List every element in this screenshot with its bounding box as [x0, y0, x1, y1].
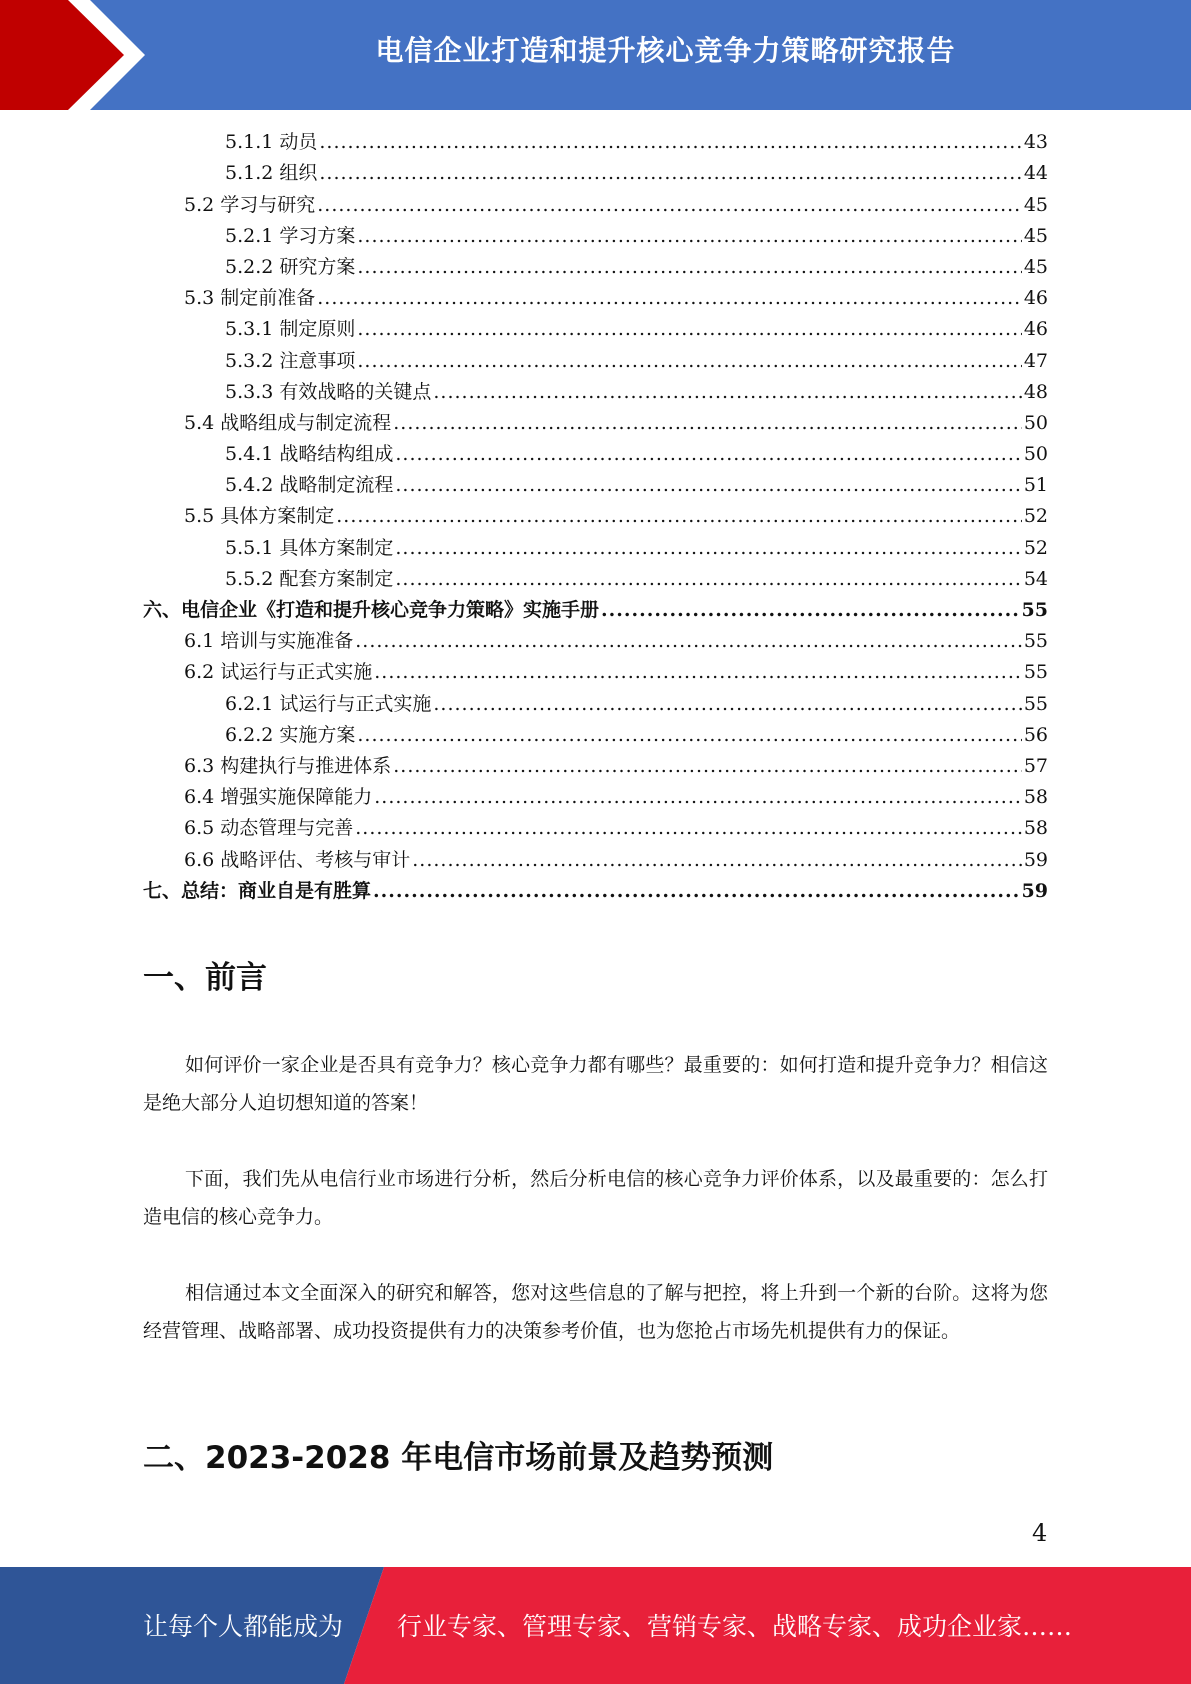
toc-leader-dots — [393, 408, 1022, 439]
paragraph: 如何评价一家企业是否具有竞争力？核心竞争力都有哪些？最重要的：如何打造和提升竞争力？相信这是绝大部分人迫切想知道的答案！ — [143, 1054, 1048, 1114]
toc-entry[interactable] — [143, 470, 1048, 501]
toc-leader-dots — [357, 221, 1021, 252]
toc-leader-dots — [319, 127, 1021, 158]
toc-leader-dots — [355, 626, 1022, 657]
toc-entry-label: 6.1 培训与实施准备 — [184, 630, 354, 653]
toc-leader-dots — [357, 720, 1021, 751]
toc-entry-page: 55 — [1023, 692, 1048, 715]
toc-leader-dots — [357, 252, 1021, 283]
toc-entry-label: 6.2 试运行与正式实施 — [184, 661, 373, 684]
toc-leader-dots — [355, 813, 1022, 844]
paragraph: 相信通过本文全面深入的研究和解答，您对这些信息的了解与把控，将上升到一个新的台阶。这将为您经营管理、战略部署、成功投资提供有力的决策参考价值，也为您抢占市场先机提供有力的保证。 — [143, 1282, 1048, 1342]
toc-leader-dots — [317, 283, 1022, 314]
toc-entry-label: 七、总结：商业自是有胜算 — [143, 879, 372, 902]
toc-entry-page: 46 — [1023, 287, 1048, 310]
toc-entry[interactable] — [143, 283, 1048, 314]
toc-entry-page: 55 — [1023, 630, 1048, 653]
toc-entry[interactable] — [143, 314, 1048, 345]
toc-entry-page: 58 — [1023, 786, 1048, 809]
toc-leader-dots — [357, 346, 1021, 377]
toc-entry-page: 55 — [1021, 599, 1048, 621]
toc-entry[interactable] — [143, 813, 1048, 844]
toc-leader-dots — [433, 377, 1021, 408]
toc-entry-page: 45 — [1023, 193, 1048, 216]
toc-entry-label: 6.2.1 试运行与正式实施 — [225, 692, 432, 715]
toc-leader-dots — [357, 314, 1021, 345]
toc-entry[interactable] — [143, 345, 1048, 376]
toc-entry[interactable] — [143, 501, 1048, 532]
toc-entry[interactable] — [143, 532, 1048, 563]
toc-entry-page: 52 — [1023, 505, 1048, 528]
toc-entry[interactable] — [143, 595, 1048, 626]
toc-entry-label: 5.4.1 战略结构组成 — [225, 443, 394, 466]
toc-leader-dots — [433, 689, 1021, 720]
toc-entry-label: 5.5.1 具体方案制定 — [225, 536, 394, 559]
toc-entry-label: 6.5 动态管理与完善 — [184, 817, 354, 840]
toc-entry-label: 5.3 制定前准备 — [184, 287, 316, 310]
toc-entry-label: 5.4.2 战略制定流程 — [225, 474, 394, 497]
toc-entry-label: 6.4 增强实施保障能力 — [184, 786, 373, 809]
toc-leader-dots — [601, 595, 1020, 626]
section-heading-market-forecast: 二、2023-2028 年电信市场前景及趋势预测 — [143, 1440, 774, 1476]
toc-entry-page: 44 — [1023, 162, 1048, 185]
toc-leader-dots — [395, 470, 1021, 501]
toc-leader-dots — [395, 533, 1021, 564]
toc-entry-label: 5.3.3 有效战略的关键点 — [225, 380, 432, 403]
toc-entry-label: 5.1.1 动员 — [225, 131, 318, 154]
toc-entry[interactable] — [143, 158, 1048, 189]
toc-entry-label: 5.1.2 组织 — [225, 162, 318, 185]
toc-entry-page: 50 — [1023, 443, 1048, 466]
toc-entry[interactable] — [143, 127, 1048, 158]
toc-entry[interactable] — [143, 439, 1048, 470]
toc-entry-label: 5.2.1 学习方案 — [225, 224, 356, 247]
toc-entry[interactable] — [143, 657, 1048, 688]
toc-entry-page: 54 — [1023, 567, 1048, 590]
page-number: 4 — [1032, 1519, 1048, 1547]
section-heading-preface: 一、前言 — [143, 960, 267, 996]
toc-entry-page: 45 — [1023, 224, 1048, 247]
toc-entry-label: 5.3.2 注意事项 — [225, 349, 356, 372]
toc-entry[interactable] — [143, 626, 1048, 657]
toc-entry-page: 59 — [1023, 848, 1048, 871]
page-header — [0, 0, 1191, 110]
footer-slogan-right: 行业专家、管理专家、营销专家、战略专家、成功企业家…… — [397, 1612, 1073, 1641]
paragraph: 下面，我们先从电信行业市场进行分析，然后分析电信的核心竞争力评价体系，以及最重要的：怎么打造电信的核心竞争力。 — [143, 1168, 1048, 1228]
toc-entry-label: 5.3.1 制定原则 — [225, 318, 356, 341]
toc-leader-dots — [373, 876, 1020, 907]
toc-entry-label: 5.5 具体方案制定 — [184, 505, 335, 528]
toc-entry-label: 6.2.2 实施方案 — [225, 723, 356, 746]
header-arrow-shape — [0, 0, 160, 110]
page-footer — [0, 1567, 1191, 1684]
toc-entry[interactable] — [143, 720, 1048, 751]
table-of-contents — [143, 127, 1048, 907]
document-title: 电信企业打造和提升核心竞争力策略研究报告 — [375, 34, 956, 67]
toc-leader-dots — [395, 439, 1021, 470]
toc-entry[interactable] — [143, 377, 1048, 408]
toc-entry-label: 5.4 战略组成与制定流程 — [184, 411, 392, 434]
toc-entry-page: 56 — [1023, 723, 1048, 746]
toc-entry-page: 50 — [1023, 411, 1048, 434]
toc-entry-label: 六、电信企业《打造和提升核心竞争力策略》实施手册 — [143, 599, 600, 621]
toc-entry-page: 52 — [1023, 536, 1048, 559]
toc-entry[interactable] — [143, 782, 1048, 813]
toc-entry-page: 48 — [1023, 380, 1048, 403]
toc-entry-page: 58 — [1023, 817, 1048, 840]
toc-leader-dots — [317, 190, 1022, 221]
toc-leader-dots — [319, 158, 1021, 189]
toc-entry[interactable] — [143, 751, 1048, 782]
toc-leader-dots — [336, 501, 1022, 532]
toc-entry-label: 5.2.2 研究方案 — [225, 255, 356, 278]
toc-leader-dots — [374, 657, 1022, 688]
toc-entry[interactable] — [143, 408, 1048, 439]
toc-entry[interactable] — [143, 844, 1048, 875]
toc-leader-dots — [393, 751, 1022, 782]
toc-entry-page: 46 — [1023, 318, 1048, 341]
toc-entry-label: 6.6 战略评估、考核与审计 — [184, 848, 411, 871]
toc-entry-page: 45 — [1023, 255, 1048, 278]
toc-entry-page: 51 — [1023, 474, 1048, 497]
toc-entry-page: 59 — [1021, 879, 1048, 902]
toc-leader-dots — [412, 845, 1022, 876]
toc-entry[interactable] — [143, 221, 1048, 252]
toc-entry-label: 6.3 构建执行与推进体系 — [184, 754, 392, 777]
toc-entry-label: 5.5.2 配套方案制定 — [225, 567, 394, 590]
footer-slogan-left: 让每个人都能成为 — [143, 1612, 344, 1641]
toc-entry-page: 47 — [1023, 349, 1048, 372]
toc-entry[interactable] — [143, 189, 1048, 220]
toc-leader-dots — [395, 564, 1021, 595]
toc-entry[interactable] — [143, 876, 1048, 907]
toc-leader-dots — [374, 782, 1022, 813]
toc-entry[interactable] — [143, 564, 1048, 595]
toc-entry-page: 43 — [1023, 131, 1048, 154]
toc-entry-page: 57 — [1023, 754, 1048, 777]
toc-entry[interactable] — [143, 252, 1048, 283]
toc-entry[interactable] — [143, 688, 1048, 719]
toc-entry-page: 55 — [1023, 661, 1048, 684]
toc-entry-label: 5.2 学习与研究 — [184, 193, 316, 216]
